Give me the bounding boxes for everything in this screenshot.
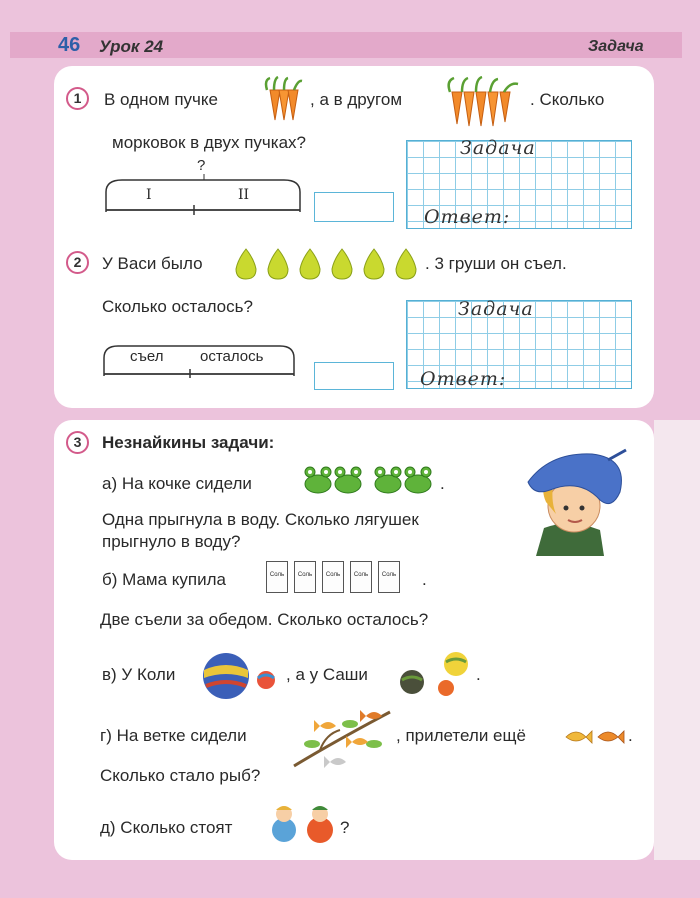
tumbler-toys-icon [268,804,338,844]
task-3v-text-2: , а у Саши [286,665,368,684]
task-1-part-1: I [146,187,152,203]
salt-pack-icon: Соль [350,561,372,593]
task-3g-text-1: г) На ветке сидели [100,726,247,745]
task-3-number: 3 [66,431,89,454]
task-2-grid-answer: Ответ: [420,368,507,390]
frogs-icon [300,462,440,498]
task-3b-dot: . [422,570,427,589]
task-3a-text-1: а) На кочке сидели [102,474,252,493]
page-number: 46 [58,34,81,56]
task-3d-text-1: д) Сколько стоят [100,818,233,837]
task-2-part-left: осталось [200,348,264,365]
task-1-part-2: II [238,187,250,203]
salt-pack-icon: Соль [294,561,316,593]
carrot-bunch-icon [262,76,304,122]
task-3v-text-1: в) У Коли [102,665,176,684]
task-1-grid-answer: Ответ: [424,206,511,228]
task-3-title: Незнайкины задачи: [102,433,275,452]
side-panel [654,420,700,860]
task-3a-text-3: прыгнуло в воду? [102,532,241,551]
topic-title: Задача [588,38,644,55]
task-2-text-a: У Васи было [102,254,203,273]
salt-packs [266,561,400,593]
task-3g-text-3: Сколько стало рыб? [100,766,261,785]
task-1-grid-title: Задача [460,137,536,159]
carrot-bunch-icon [446,76,524,128]
task-3g-text-2: , прилетели ещё [396,726,526,745]
neznaika-character-icon [520,444,632,564]
task-2-text-c: Сколько осталось? [102,297,253,316]
task-2-text-b: . 3 груши он съел. [425,254,567,273]
task-3d-question: ? [340,818,350,837]
task-3g-dot: . [628,726,633,745]
salt-pack-icon: Соль [266,561,288,593]
task-1-answer-box[interactable] [314,192,394,222]
task-3v-dot: . [476,665,481,684]
task-2-number: 2 [66,251,89,274]
task-2-answer-box[interactable] [314,362,394,390]
task-2-grid-title: Задача [458,298,534,320]
kolya-balls-icon [202,650,282,702]
task-3b-text-2: Две съели за обедом. Сколько осталось? [100,610,429,629]
task-1-number: 1 [66,87,89,110]
lesson-title: Урок 24 [99,37,164,56]
task-1-text-d: морковок в двух пучках? [112,133,306,152]
task-1-scheme [104,174,304,216]
salt-pack-icon: Соль [322,561,344,593]
task-1-text-a: В одном пучке [104,90,218,109]
task-1-text-b: , а в другом [310,90,403,109]
task-3b-text-1: б) Мама купила [102,570,226,589]
salt-pack-icon: Соль [378,561,400,593]
task-2-part-eaten: съел [130,348,164,365]
task-1-question-mark: ? [197,157,206,174]
pears-icon [232,245,422,281]
flying-fish-icon [562,724,626,750]
sasha-balls-icon [398,650,478,702]
fish-on-branch-icon [290,704,394,772]
task-3a-dot: . [440,474,445,493]
task-3a-text-2: Одна прыгнула в воду. Сколько лягушек [102,510,419,529]
task-1-text-c: . Сколько [530,90,605,109]
